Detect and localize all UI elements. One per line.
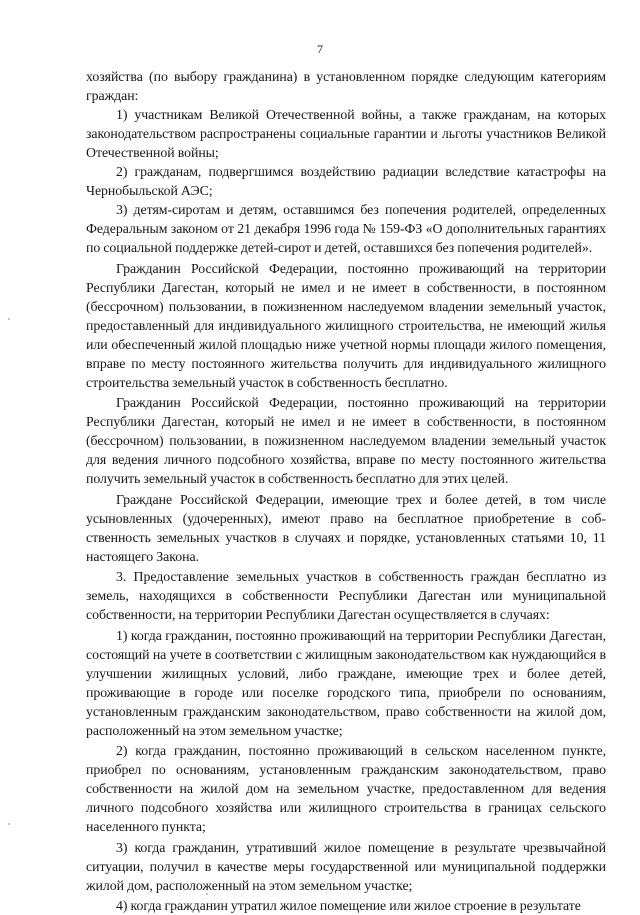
paragraph-large-families: Граждане Российской Федерации, имеющие трех и более детей, в том числе усыновленных (удочеренных), имеют право на бесплатное приобретение в собственность земельных участков в случаях и порядке, установленных статьями 10, 11 настоящего Закона.	[86, 491, 606, 564]
paragraph-continuation: хозяйства (по выбору гражданина) в установленном порядке следующим категориям граждан:	[86, 69, 606, 103]
list-item-rural-house: 2) когда гражданин, постоянно проживающий в сельском населенном пункте, приобрел по основаниям, установленным гражданским законодательством, право собственности на жилой дом на земельном участке, предоставленном для ведения личного подсобного хозяйства или жилищного строительства в границах сельского населенного пункта;	[86, 743, 606, 834]
list-item-urban-house: 1) когда гражданин, постоянно проживающий на территории Республики Дагестан, состоящий на учете в соответствии с жилищным законодательством как нуждающийся в улучшении жилищных условий, либо граждане, имеющие трех и более детей, проживающие в городе или поселке городского типа, приобрели по основаниям, установленным гражданским законодательством, право собственности на жилой дом, расположенный на этом земельном участке;	[86, 627, 606, 738]
paragraph-section-3: 3. Предоставление земельных участков в собственность граждан бесплатно из земель, находящихся в собственности Республики Дагестан или муниципальной собственности, на территории Республики Дагестан осуществляется в случаях:	[86, 569, 606, 622]
list-item-wwii-participants: 1) участникам Великой Отечественной войны, а также гражданам, на которых законодательством распространены социальные гарантии и льготы участников Великой Отечественной войны;	[86, 107, 606, 160]
scan-speck	[8, 823, 10, 825]
list-item-orphans: 3) детям-сиротам и детям, оставшимся без попечения родителей, определенных Федеральным законом от 21 декабря 1996 года № 159-ФЗ «О дополнительных гарантиях по социальной поддержке детей-сирот и детей, оставшихся без попечения родителей».	[86, 202, 606, 255]
list-item-chernobyl: 2) гражданам, подвергшимся воздействию радиации вследствие катастрофы на Чернобыльской АЭС;	[86, 164, 606, 198]
paragraph-housing-construction: Гражданин Российской Федерации, постоянно проживающий на территории Республики Дагестан, который не имел и не имеет в собственности, в постоянном (бессрочном) пользовании, в пожизненном наследуемом владении земельный участок, предоставленный для индивидуального жилищного строительства, не имеющий жилья или обеспеченный жилой площадью ниже учетной нормы площади жилого помещения, вправе по месту постоянного жительства получить для индивидуального жилищного строительства земельный участок в собственность бесплатно.	[86, 260, 606, 390]
document-body	[86, 67, 606, 915]
list-item-emergency: 3) когда гражданин, утративший жилое помещение в результате чрезвычайной ситуации, получил в качестве меры государственной или муниципальной поддержки жилой дом, расположенный на этом земельном участке;	[86, 839, 606, 893]
list-item-lost-dwelling: 4) когда гражданин утратил жилое помещение или жилое строение в результате	[116, 898, 581, 913]
page-number: 7	[317, 42, 323, 56]
scan-speck	[8, 318, 10, 320]
paragraph-subsidiary-farming: Гражданин Российской Федерации, постоянно проживающий на территории Республики Дагестан, который не имел и не имеет в собственности, в постоянном (бессрочном) пользовании, в пожизненном наследуемом владении земельный участок для ведения личного подсобного хозяйства, вправе по месту постоянного жительства получить земельный участок в собственность бесплатно для этих целей.	[86, 395, 606, 486]
scan-speck	[206, 893, 208, 895]
